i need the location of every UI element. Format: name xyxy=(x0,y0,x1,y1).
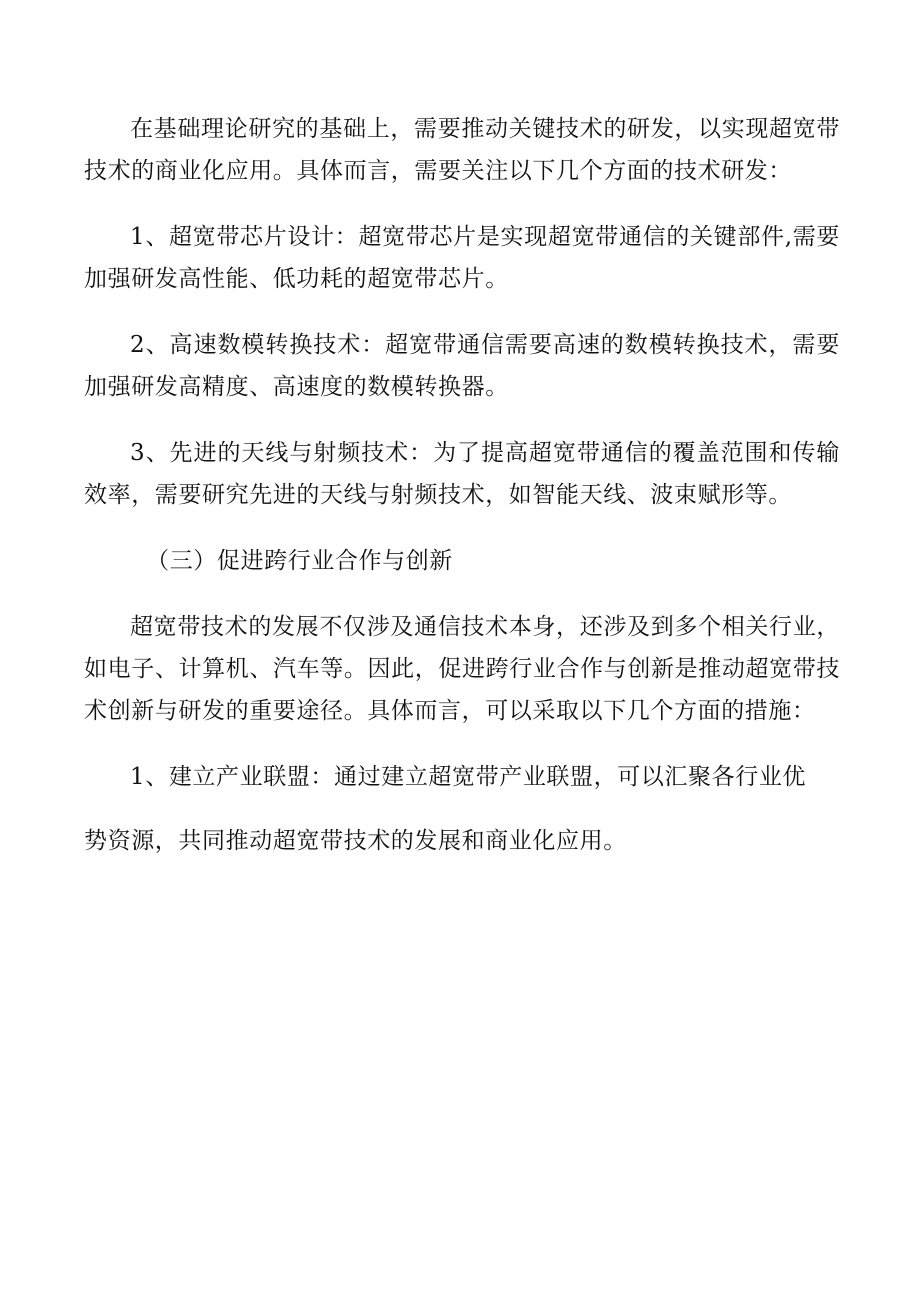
section-heading: （三）促进跨行业合作与创新 xyxy=(146,548,453,574)
paragraph-item-3: 3、先进的天线与射频技术：为了提高超宽带通信的覆盖范围和传输效率，需要研究先进的天线与射频技术，如智能天线、波束赋形等。 xyxy=(84,440,840,508)
paragraph-alliance-line-1: 1、建立产业联盟：通过建立超宽带产业联盟，可以汇聚各行业优 xyxy=(130,764,807,790)
paragraph-alliance-line-2: 势资源，共同推动超宽带技术的发展和商业化应用。 xyxy=(84,828,627,854)
paragraph-intro: 在基础理论研究的基础上，需要推动关键技术的研发，以实现超宽带技术的商业化应用。具体而言，需要关注以下几个方面的技术研发： xyxy=(84,116,840,184)
document-body xyxy=(84,108,840,862)
paragraph-cross-industry: 超宽带技术的发展不仅涉及通信技术本身，还涉及到多个相关行业，如电子、计算机、汽车等。因此，促进跨行业合作与创新是推动超宽带技术创新与研发的重要途径。具体而言，可以采取以下几个方面的措施： xyxy=(84,614,840,724)
paragraph-item-1: 1、超宽带芯片设计：超宽带芯片是实现超宽带通信的关键部件,需要加强研发高性能、低功耗的超宽带芯片。 xyxy=(84,224,840,292)
line-gap xyxy=(84,798,840,820)
paragraph-item-2: 2、高速数模转换技术：超宽带通信需要高速的数模转换技术，需要加强研发高精度、高速度的数模转换器。 xyxy=(84,332,840,400)
paragraph-alliance xyxy=(84,756,840,862)
